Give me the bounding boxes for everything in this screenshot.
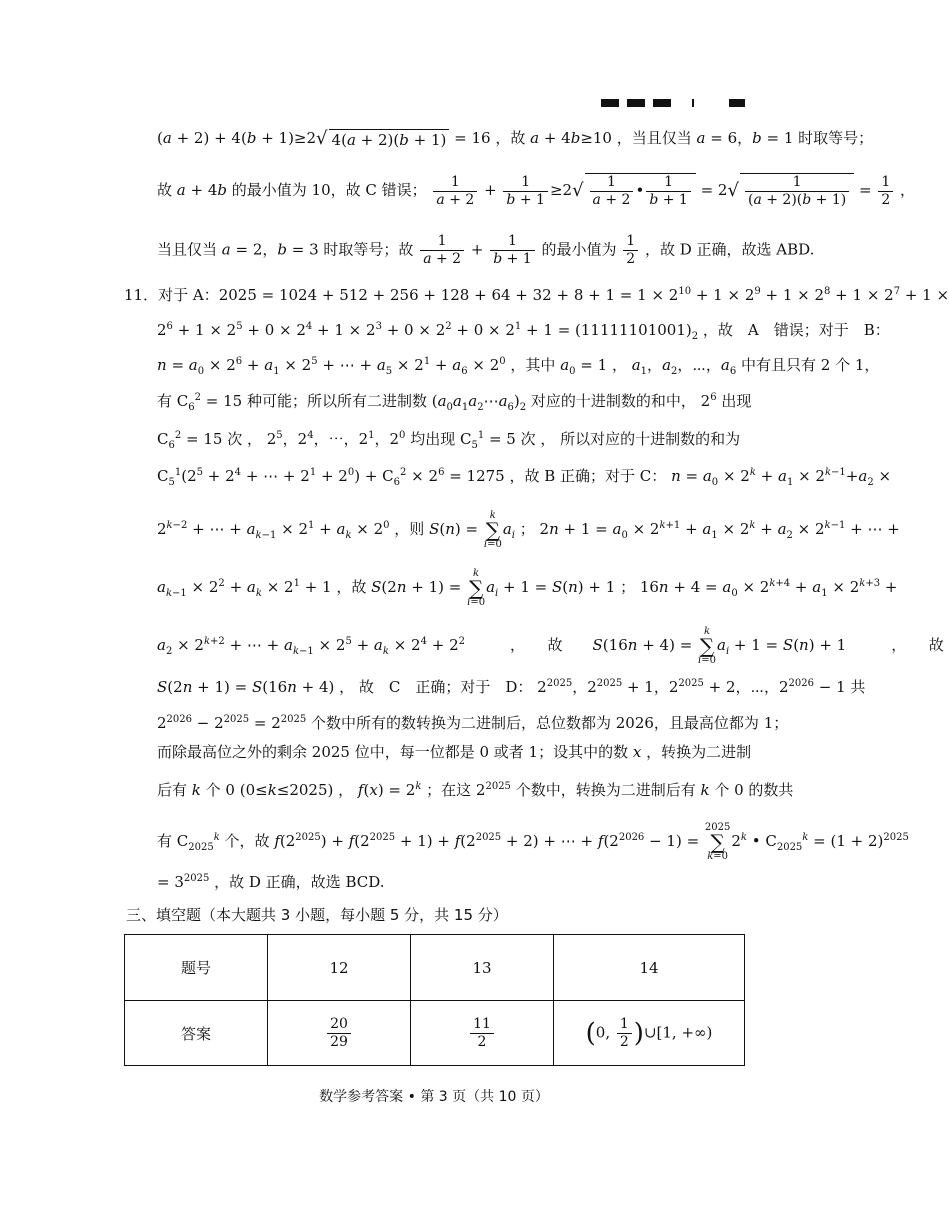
header-mark-3 [653,99,671,107]
header-mark-5 [729,99,745,107]
p11-line-13: 后有 k 个 0 (0≤k≤2025) ， $f(x) = 2^k$ ；在这 $2^{2025}$ 个数中，转换为二进制后有 k 个 0 的数共 [157,781,794,799]
table-header-row [125,935,745,1001]
header-cell-13: 13 [411,935,554,1001]
solution-line-3: 当且仅当 a = 2，b = 3 时取等号；故 $\frac{1}{a + 2}$ + $\frac{1}{b + 1}$ 的最小值为 $\frac{1}{2}$ ，故 D 正确，故选 ABD. [157,233,815,267]
p11-line-8: $a_{k-1} \times 2^2 + a_k \times 2^1 + 1$ ，故 S(2n + 1) = k ∑ $i=0a_i + 1 = S(n) + 1$ ； $16n + 4 = a_0 \times 2^{k+4} + a_1 \times 2^{k+3}$ + [157,568,898,608]
p11-line-12: 而除最高位之外的剩余 2025 位中，每一位都是 0 或者 1；设其中的数 x ，转换为二进制 [157,743,752,761]
p11-line-6: $C_5^1(2^5 + 2^4$ + ⋯ + $2^1 + 2^0) + C_6^2 \times 2^6 = 1275$ ，故 B 正确；对于 C： $n = a_0 \times 2^k + a_1 \times 2^{k-1}+a_2$ × [157,467,892,488]
p11-line-15: = $3^{2025}$ ，故 D 正确，故选 BCD. [157,873,385,891]
p11-line-4: 有 $C_6^2 = 15$ 种可能；所以所有二进制数 $(a_0a_1a_2\cdots a_6)_2$ 对应的十进制数的和中， $2^6$ 出现 [157,392,752,413]
answer-13: $\frac{11}{2}$ [411,1001,554,1066]
page-footer: 数学参考答案 • 第 3 页（共 10 页） [319,1089,549,1105]
p11-line-7: $2^{k-2}$ + ⋯ + $a_{k-1} \times 2^1 + a_k \times 2^0$ ，则 S(n) = k ∑ $i=0a_i$ ； $2n + 1 = a_0 \times 2^{k+1} + a_1 \times 2^k + a_2 \times 2^{k-1}$ + ⋯ + [157,510,900,550]
header-mark-4 [692,99,694,107]
answer-table [124,934,745,1066]
p11-line-2: $2^6 + 1 \times 2^5 + 0 \times 2^4 + 1 \times 2^3 + 0 \times 2^2 + 0 \times 2^1 + 1 = (11111101001)_2$ ，故 A 错误；对于 B： [157,321,890,342]
solution-line-2: 故 a + 4b 的最小值为 10，故 C 错误； $\frac{1}{a + 2}$ + $\frac{1}{b + 1}$ ≥2√ $\frac{1}{a + 2}$ • $\frac{1}{b + 1}$ = 2√ $\frac{1}{(a + 2)(b + 1)}$ = $\frac{1}{2}$ ， [157,173,916,208]
p11-line-9: $a_2 \times 2^{k+2}$ + ⋯ + $a_{k-1} \times 2^5 + a_k \times 2^4 + 2^2$ ， 故 S(16n + 4) = k ∑ $i=0a_i + 1 = S(n) + 1$ ， 故 [157,626,944,666]
p11-line-5: $C_6^2 = 15$ 次 ， $2^5$，$2^4$，⋯，$2^1$，$2^0$ 均出现 $C_5^1 = 5$ 次 ， 所以对应的十进制数的和为 [157,430,741,451]
header-mark-2 [627,99,645,107]
table-answer-row [125,1001,745,1066]
header-cell-label: 题号 [125,935,268,1001]
answer-12: $\frac{20}{29}$ [268,1001,411,1066]
section-title: 三、填空题（本大题共 3 小题，每小题 5 分，共 15 分） [126,906,508,924]
p11-line-11: $2^{2026} - 2^{2025} = 2^{2025}$ 个数中所有的数转换为二进制后，总位数都为 2026，且最高位都为 1； [157,714,789,732]
p11-line-10: S(2n + 1) = S(16n + 4) ， 故 C 正确；对于 D： $2^{2025}$，$2^{2025} + 1$，$2^{2025} + 2$，⋯，$2^{2026} - 1$ 共 [157,678,866,696]
p11-line-3: $n = a_0 \times 2^6 + a_1 \times 2^5$ + ⋯ + $a_5 \times 2^1 + a_6 \times 2^0$ ，其中 $a_0 = 1$ ， $a_1$，$a_2$，⋯，$a_6$ 中有且只有 2 个 1， [157,356,880,377]
answer-14: (0, $\frac{1}{2}$ )∪[1, +∞) [554,1001,745,1066]
p11-line-14: 有 $C_{2025}^k$ 个，故 $f(2^{2025}) + f(2^{2025} + 1) + f(2^{2025} + 2)$ + ⋯ + $f(2^{2026} - 1) = 2025$ ∑ $k=02^k$ • $C_{2025}^k = (1 + 2)^{2025}$ [157,822,909,862]
header-mark-1 [601,99,619,107]
header-cell-14: 14 [554,935,745,1001]
solution-line-1: (a + 2) + 4(b + 1)≥2√ 4(a + 2)(b + 1) = 16 ，故 a + 4b≥10 ，当且仅当 a = 6，b = 1 时取等号； [157,128,874,149]
p11-line-1: 11．对于 A：$2025 = 1024 + 512 + 256 + 128 + 64 + 32 + 8 + 1 = 1 \times 2^{10} + 1 \times 2^9 + 1 \times 2^8 + 1 \times 2^7 + 1$ × [124,286,949,304]
answer-row-label: 答案 [125,1001,268,1066]
header-cell-12: 12 [268,935,411,1001]
